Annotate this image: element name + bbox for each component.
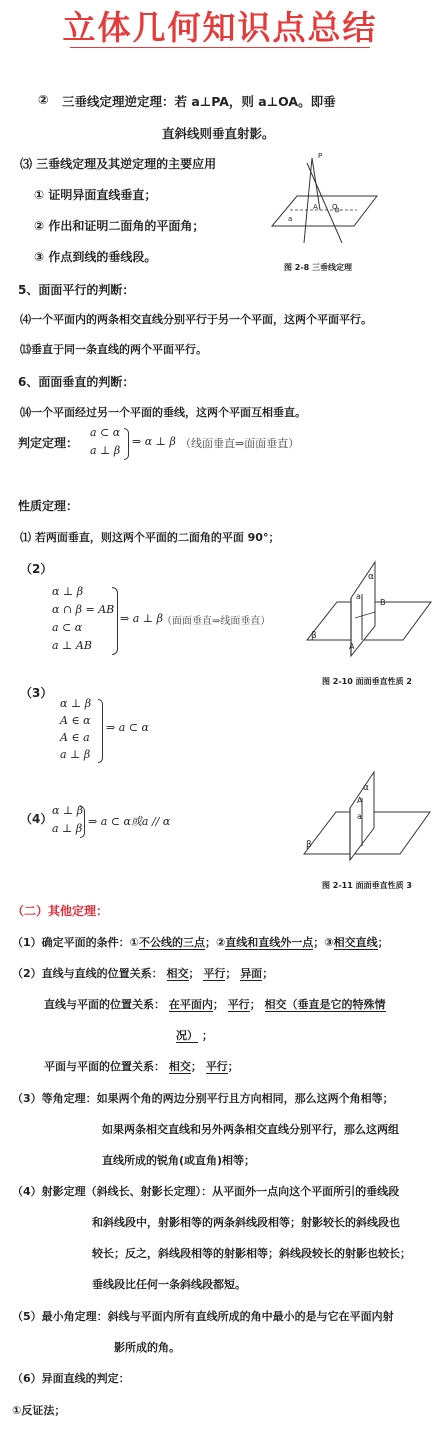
text: （2）直线与直线的位置关系：: [12, 967, 163, 980]
condition-line: A ∈ a: [60, 731, 90, 744]
underlined-answer: 直线和直线外一点: [225, 936, 314, 949]
minimal-angle-theorem-line1: （5）最小角定理：斜线与平面内所有直线所成的角中最小的是与它在平面内射: [12, 1310, 394, 1323]
equal-angle-theorem-line1: （3）等角定理：如果两个角的两边分别平行且方向相同，那么这两个角相等；: [12, 1092, 394, 1105]
condition-line: a ⊂ α: [52, 621, 83, 634]
text: ；: [188, 967, 200, 980]
condition-line: α ⊥ β: [52, 804, 84, 817]
condition-line: α ⊥ β: [52, 585, 84, 598]
projection-theorem-line1: （4）射影定理（斜线长、射影长定理）：从平面外一点向这个平面所引的垂线段: [12, 1185, 400, 1198]
text: ；: [225, 967, 237, 980]
text: ；②: [204, 936, 226, 949]
plane-plane-relations-row: [44, 1058, 239, 1074]
text: ；: [377, 936, 389, 949]
condition-line: A ∈ α: [60, 714, 91, 727]
underlined-answer: 平行: [227, 998, 250, 1011]
inverse-theorem-line2: 直斜线则垂直射影。: [162, 126, 275, 141]
figure-label-a-point: A: [349, 642, 355, 651]
figure-label-b: B: [380, 598, 386, 607]
condition-line: α ∩ β = AB: [52, 603, 115, 616]
line-plane-relations-row-cont: [176, 1027, 213, 1043]
judgement-result: ⇒ α ⊥ β: [132, 435, 176, 448]
figure-2-8-caption: 图 2-8 三垂线定理: [284, 263, 353, 272]
text: ；: [212, 998, 224, 1011]
underlined-answer: 相交直线: [333, 936, 378, 949]
text: ；: [201, 1029, 213, 1042]
underlined-answer: 不公线的三点: [138, 936, 205, 949]
condition-line: a ⊥ β: [52, 822, 83, 835]
text: ；: [190, 1060, 202, 1073]
figure-label-beta: β: [311, 631, 317, 641]
perpendicular-criterion: ⒁一个平面经过另一个平面的垂线，这两个平面互相垂直。: [20, 406, 306, 419]
figure-2-11-caption: 图 2-11 面面垂直性质 3: [322, 881, 412, 890]
underlined-answer: 相交（垂直是它的特殊情: [264, 998, 386, 1011]
section-6-heading: 6、面面垂直的判断：: [18, 375, 135, 389]
other-theorems-heading: （二）其他定理：: [12, 904, 109, 918]
application-item: ③ 作点到线的垂线段。: [34, 250, 157, 264]
figure-label-alpha: α: [368, 572, 374, 582]
property-2-label: （2）: [20, 562, 53, 576]
text: 平面与平面的位置关系：: [44, 1060, 165, 1073]
item-number: ②: [38, 92, 49, 107]
condition-brace: [112, 587, 118, 655]
property-3-result: ⇒ a ⊂ α: [106, 721, 149, 734]
underlined-answer: 相交: [168, 1060, 191, 1073]
property-1: ⑴ 若两面垂直，则这两个平面的二面角的平面 90°；: [20, 531, 280, 544]
figure-label-a-line: a: [357, 812, 362, 821]
skew-lines-judgement: （6）异面直线的判定：: [12, 1372, 130, 1385]
underlined-answer: 况）: [176, 1029, 198, 1042]
property-3-label: （3）: [20, 686, 53, 700]
projection-theorem-line2: 和斜线段中，射影相等的两条斜线段相等；射影较长的斜线段也: [92, 1216, 400, 1229]
figure-label-a: A: [313, 203, 318, 211]
line-line-relations-row: [12, 965, 273, 981]
plane-conditions-row: [12, 934, 389, 950]
condition-brace: [124, 428, 129, 460]
line-plane-relations-row: [44, 996, 386, 1012]
title-underline: [70, 47, 370, 48]
figure-2-10-caption: 图 2-10 面面垂直性质 2: [322, 677, 412, 686]
projection-theorem-line3: 较长；反之，斜线段相等的射影相等；斜线段较长的射影也较长；: [92, 1247, 411, 1260]
proof-by-contradiction: ①反证法；: [12, 1404, 66, 1417]
figure-label-o: O: [332, 203, 338, 211]
inverse-theorem-line1: 三垂线定理逆定理：若 a⊥PA，则 a⊥OA。即垂: [62, 94, 336, 109]
application-item: ① 证明异面直线垂直；: [34, 188, 157, 202]
figure-label-a-line: a: [356, 592, 361, 601]
equal-angle-theorem-line3: 直线所成的锐角(或直角)相等；: [102, 1154, 256, 1167]
text: ；: [227, 1060, 239, 1073]
underlined-answer: 异面: [240, 967, 263, 980]
figure-label-a-line: a: [288, 215, 293, 223]
figure-label-a-point: A: [357, 796, 363, 805]
underlined-answer: 平行: [203, 967, 226, 980]
application-item: ② 作出和证明二面角的平面角；: [34, 219, 205, 233]
property-4-result: ⇒ a ⊂ α或a // α: [88, 815, 171, 828]
figure-2-8-diagram: [262, 148, 387, 258]
parallel-criterion-1: ⑷一个平面内的两条相交直线分别平行于另一个平面，这两个平面平行。: [20, 313, 372, 326]
projection-theorem-line4: 垂线段比任何一条斜线段都短。: [92, 1278, 246, 1291]
underlined-answer: 平行: [205, 1060, 228, 1073]
property-4-label: （4）: [20, 812, 53, 826]
underlined-answer: 在平面内: [168, 998, 213, 1011]
condition-line: a ⊂ α: [90, 426, 121, 439]
property-theorems-heading: 性质定理：: [18, 499, 79, 513]
text: 直线与平面的位置关系：: [44, 998, 165, 1011]
page-title: 立体几何知识点总结: [62, 8, 378, 47]
condition-line: α ⊥ β: [60, 697, 92, 710]
property-2-note: （面面垂直⇒线面垂直）: [162, 616, 271, 627]
judgement-note: （线面垂直⇒面面垂直）: [180, 437, 300, 450]
figure-label-beta: β: [306, 840, 312, 850]
underlined-answer: 相交: [166, 967, 189, 980]
text: ；: [262, 967, 274, 980]
condition-brace: [80, 806, 85, 838]
condition-line: a ⊥ AB: [52, 639, 92, 652]
condition-line: a ⊥ β: [90, 444, 121, 457]
figure-label-alpha: α: [363, 783, 369, 793]
applications-heading: ⑶ 三垂线定理及其逆定理的主要应用: [20, 157, 217, 171]
minimal-angle-theorem-line2: 影所成的角。: [114, 1341, 180, 1354]
equal-angle-theorem-line2: 如果两条相交直线和另外两条相交直线分别平行，那么这两组: [102, 1123, 399, 1136]
judgement-theorem-label: 判定定理：: [18, 436, 79, 450]
condition-line: a ⊥ β: [60, 748, 91, 761]
property-2-result: ⇒ a ⊥ β: [120, 612, 163, 625]
figure-2-10-diagram: [295, 560, 435, 660]
text: ；③: [313, 936, 334, 949]
parallel-criterion-2: ⒀垂直于同一条直线的两个平面平行。: [20, 343, 207, 356]
condition-brace: [98, 699, 103, 763]
section-5-heading: 5、面面平行的判断：: [18, 283, 135, 297]
text: ；: [249, 998, 261, 1011]
figure-label-p: P: [318, 152, 323, 160]
text: （1）确定平面的条件：①: [12, 936, 139, 949]
